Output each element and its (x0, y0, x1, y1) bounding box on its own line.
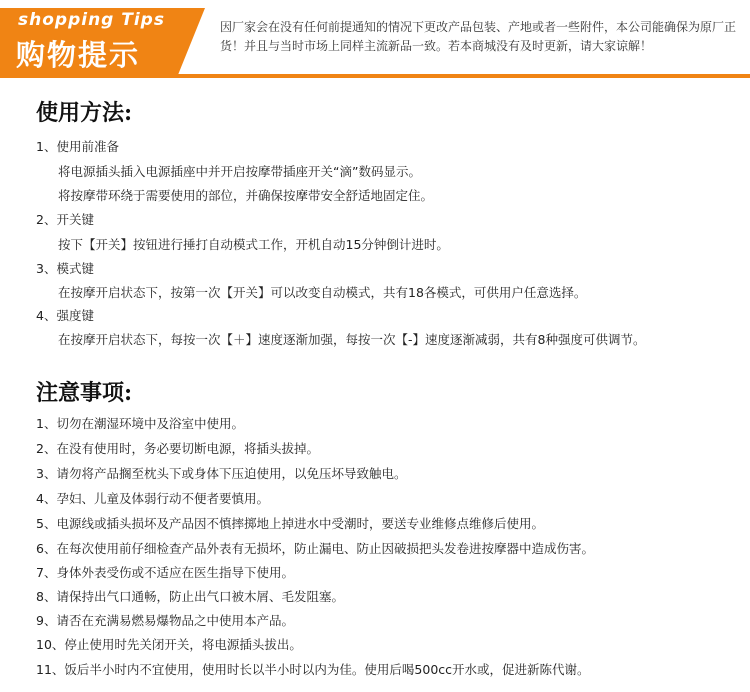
banner-english-title: shopping Tips (18, 10, 165, 30)
shopping-tips-banner (0, 0, 750, 80)
usage-item-line: 将电源插头插入电源插座中并开启按摩带插座开关“滴”数码显示。 (58, 164, 421, 179)
caution-item: 9、请否在充满易燃易爆物品之中使用本产品。 (36, 613, 294, 628)
caution-item: 7、身体外表受伤或不适应在医生指导下使用。 (36, 565, 294, 580)
usage-item-line: 将按摩带环绕于需要使用的部位，并确保按摩带安全舒适地固定住。 (58, 188, 434, 203)
usage-item-line: 按下【开关】按钮进行捶打自动模式工作，开机自动15分钟倒计进时。 (58, 237, 449, 252)
caution-item: 2、在没有使用时，务必要切断电源，将插头拔掉。 (36, 441, 319, 456)
usage-item-line: 在按摩开启状态下，按第一次【开关】可以改变自动模式，共有18各模式，可供用户任意选择。 (58, 285, 587, 300)
caution-item: 8、请保持出气口通畅，防止出气口被木屑、毛发阻塞。 (36, 589, 344, 604)
caution-item: 5、电源线或插头损坏及产品因不慎摔掷地上掉进水中受潮时，要送专业维修点维修后使用。 (36, 516, 544, 531)
banner-divider (0, 74, 750, 78)
caution-heading: 注意事项: (36, 380, 133, 406)
banner-chinese-title: 购物提示 (16, 38, 141, 72)
caution-item: 4、孕妇、儿童及体弱行动不便者要慎用。 (36, 491, 269, 506)
banner-notice-text: 因厂家会在没有任何前提通知的情况下更改产品包装、产地或者一些附件，本公司能确保为原厂正货！并且与当时市场上同样主流新品一致。若本商城没有及时更新，请大家谅解！ (220, 20, 737, 53)
usage-item-title: 1、使用前准备 (36, 139, 119, 154)
caution-item: 6、在每次使用前仔细检查产品外表有无损坏，防止漏电、防止因破损把头发卷进按摩器中造成伤害。 (36, 541, 594, 556)
caution-item: 10、停止使用时先关闭开关，将电源插头拔出。 (36, 637, 302, 652)
usage-item-line: 在按摩开启状态下，每按一次【＋】速度逐渐加强，每按一次【-】速度逐渐减弱，共有8种强度可供调节。 (58, 332, 646, 347)
usage-item-title: 3、模式键 (36, 261, 94, 276)
caution-item: 11、饭后半小时内不宜使用，使用时长以半小时以内为佳。使用后喝500cc开水或，促进新陈代谢。 (36, 662, 590, 677)
usage-heading: 使用方法: (36, 100, 133, 126)
usage-item-title: 2、开关键 (36, 212, 94, 227)
caution-item: 3、请勿将产品搁至枕头下或身体下压迫使用，以免压坏导致触电。 (36, 466, 407, 481)
usage-item-title: 4、强度键 (36, 308, 94, 323)
caution-item: 1、切勿在潮湿环境中及浴室中使用。 (36, 416, 244, 431)
